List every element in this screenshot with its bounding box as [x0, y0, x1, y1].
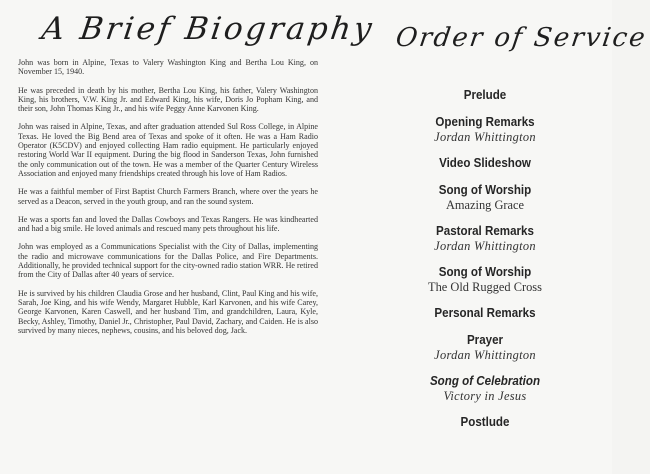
bio-paragraph: He was preceded in death by his mother, Bertha Lou King, his father, Valery Washington King, his brothers, V.W. King Jr. and Edward King, his wife, Doris Jo Popham King, and their son, John Thomas King Jr., and his wife Peggy Anne Karvonen King.: [18, 85, 318, 114]
service-item-opening-remarks: [372, 115, 598, 144]
service-item-detail: Jordan Whittington: [434, 130, 536, 144]
service-item-song-of-worship: [372, 265, 598, 294]
bio-paragraph: John was raised in Alpine, Texas, and after graduation attended Sul Ross College, in Alpine Texas. He loved the Big Bend area of Texas and spoke of it often. He was a Ham Radio Operator (K5CDV) and enjoyed collecting Ham radio equipment. He particularly enjoyed restoring World War II equipment. During the big flood in Sanderson Texas, John furnished the only communication out of the town. He was a member of the Quarter Century Wireless Association and enjoyed many friendships created through his love of Ham Radios.: [18, 122, 318, 178]
service-item-detail: The Old Rugged Cross: [428, 280, 542, 294]
service-item-detail: Jordan Whittington: [434, 239, 536, 253]
service-items: [372, 88, 598, 442]
bio-paragraph: He is survived by his children Claudia Grose and her husband, Clint, Paul King and his wife, Sarah, Joe King, and his wife Wendy, Margaret Hubble, Karl Karvonen, and his wife Carey, George Karvonen, Karen Caswell, and her husband Tim, and grandchildren, Laura, Kyle, Becky, Ashley, Timothy, Daniel Jr., Christopher, Paul David, Zachary, and Caiden. He is also survived by many nieces, nephews, cousins, and his beloved dog, Jack.: [18, 288, 318, 335]
service-item-heading: Pastoral Remarks: [436, 224, 534, 238]
bio-paragraph: John was employed as a Communications Specialist with the City of Dallas, implementing the radio and microwave communications for the Dallas Police, and Fire Departments. Additionally, he provided technical support for the city-owned radio station WRR. He retired from the City of Dallas after 40 years of service.: [18, 242, 318, 280]
service-item-heading: Prelude: [463, 88, 507, 102]
service-item-detail: Victory in Jesus: [443, 389, 527, 403]
biography-panel: [18, 0, 377, 474]
service-item-heading: Personal Remarks: [434, 306, 536, 320]
service-item-personal-remarks: [372, 306, 598, 321]
bio-paragraph: John was born in Alpine, Texas to Valery Washington King and Bertha Lou King, on November 15, 1940.: [18, 58, 318, 77]
service-item-prayer: [372, 333, 598, 362]
service-item-video-slideshow: [372, 156, 598, 171]
service-item-detail: Jordan Whittington: [434, 348, 536, 362]
biography-text: [18, 58, 318, 344]
service-item-prelude: [372, 88, 598, 103]
service-item-postlude: [372, 415, 598, 430]
biography-title: A Brief Biography: [39, 11, 377, 47]
order-of-service-panel: [372, 0, 649, 474]
service-item-heading: Opening Remarks: [435, 115, 535, 129]
service-item-heading: Song of Worship: [438, 265, 532, 279]
service-item-heading: Song of Celebration: [429, 374, 541, 388]
service-item-song-of-celebration: [372, 374, 598, 403]
bio-paragraph: He was a faithful member of First Baptist Church Farmers Branch, where over the years he served as a Deacon, served in the youth group, and ran the sound system.: [18, 187, 318, 206]
service-item-heading: Prayer: [466, 333, 504, 347]
service-item-heading: Postlude: [460, 415, 510, 429]
bio-paragraph: He was a sports fan and loved the Dallas Cowboys and Texas Rangers. He was kindhearted and had a big smile. He loved animals and rescued many pets throughout his life.: [18, 214, 318, 234]
service-item-song-of-worship: [372, 183, 598, 212]
service-item-heading: Song of Worship: [438, 183, 532, 197]
service-item-pastoral-remarks: [372, 224, 598, 253]
service-item-heading: Video Slideshow: [439, 156, 531, 170]
order-of-service-title: Order of Service: [393, 23, 649, 53]
service-item-detail: Amazing Grace: [445, 198, 525, 212]
